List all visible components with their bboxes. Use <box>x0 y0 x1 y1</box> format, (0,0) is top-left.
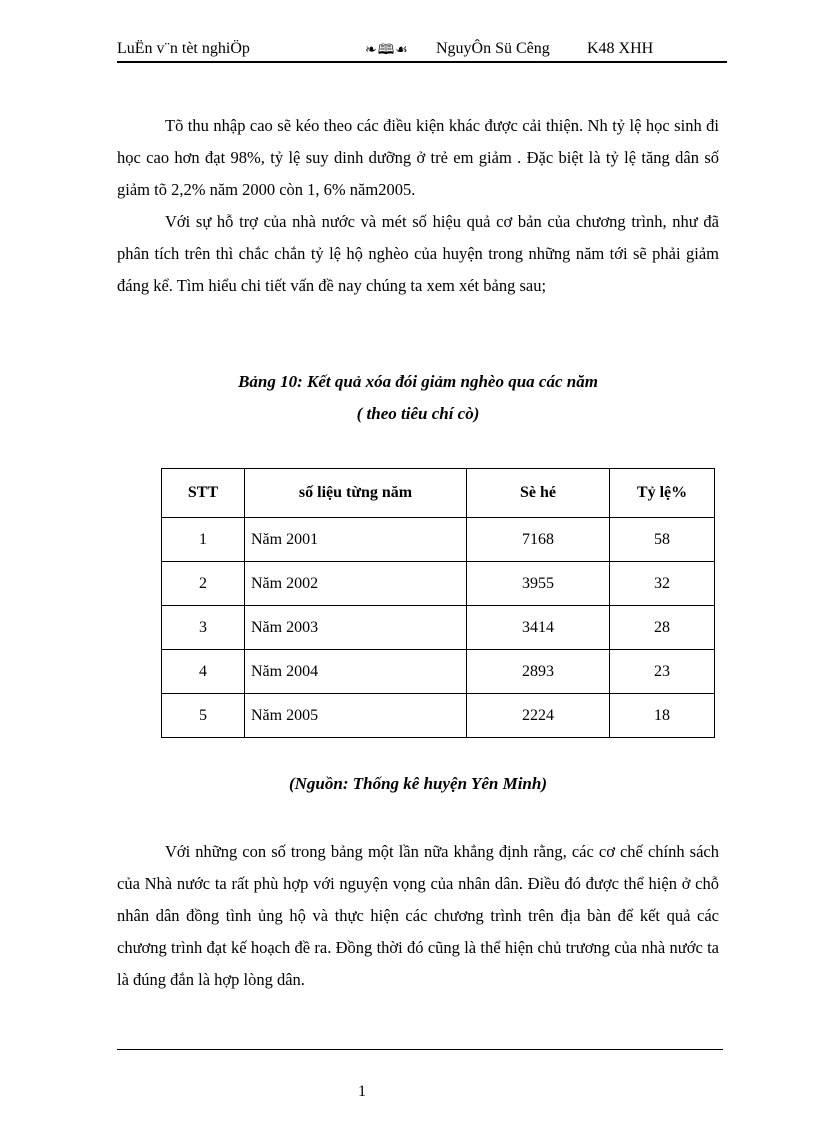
table-row <box>162 518 715 562</box>
paragraph-support-text: Với sự hỗ trợ của nhà nước và mét số hiệu quả cơ bản của chương trình, như đã phân tích trên thì chắc chắn tỷ lệ hộ nghèo của huyện trong những năm tới sẽ phải giảm đáng kể. Tìm hiểu chi tiết vấn đề nay chúng ta xem xét bảng sau; <box>117 212 719 295</box>
cell-households: 2224 <box>467 694 610 738</box>
header-class: K48 XHH <box>587 40 654 57</box>
cell-rate: 32 <box>610 562 715 606</box>
cell-stt: 3 <box>162 606 245 650</box>
header-stt: STT <box>162 469 245 518</box>
cell-households: 2893 <box>467 650 610 694</box>
header-author: NguyÔn Sü Cêng <box>436 40 550 57</box>
cell-rate: 28 <box>610 606 715 650</box>
cell-rate: 18 <box>610 694 715 738</box>
table-source-note: (Nguồn: Thống kê huyện Yên Minh) <box>288 774 548 793</box>
header-ornament-icon: ❧🕮☙ <box>365 43 409 58</box>
table-caption-subtitle: ( theo tiêu chí cò) <box>356 404 480 423</box>
cell-stt: 2 <box>162 562 245 606</box>
header-thesis-label: LuËn v¨n tèt nghiÖp <box>117 40 250 57</box>
cell-households: 7168 <box>467 518 610 562</box>
table-row <box>162 694 715 738</box>
paragraph-conclusion <box>117 836 719 996</box>
cell-year: Năm 2004 <box>245 650 467 694</box>
cell-year: Năm 2001 <box>245 518 467 562</box>
footer-divider <box>117 1049 723 1050</box>
table-header-row <box>162 469 715 518</box>
paragraph-income <box>117 110 719 206</box>
page-number: 1 <box>358 1083 366 1100</box>
header-year-data: số liệu từng năm <box>245 469 467 518</box>
cell-households: 3955 <box>467 562 610 606</box>
table-row <box>162 650 715 694</box>
header-rate: Tỷ lệ% <box>610 469 715 518</box>
header-households: Sè hé <box>467 469 610 518</box>
paragraph-conclusion-text: Với những con số trong bảng một lần nữa khẳng định rằng, các cơ chế chính sách của Nhà nước ta rất phù hợp với nguyện vọng của nhân dân. Điều đó được thể hiện ở chỗ nhân dân đồng tình ủng hộ và thực hiện các chương trình trên địa bàn để kết quả các chương trình đạt kế hoạch đề ra. Đồng thời đó cũng là thể hiện chủ trương của nhà nước ta là đúng đắn là hợp lòng dân. <box>117 842 719 989</box>
cell-stt: 1 <box>162 518 245 562</box>
page-header <box>117 36 727 60</box>
paragraph-income-text: Tõ thu nhập cao sẽ kéo theo các điều kiện khác được cải thiện. Nh tỷ lệ học sinh đi học cao hơn đạt 98%, tỷ lệ suy dinh dưỡng ở trẻ em giảm . Đặc biệt là tỷ lệ tăng dân số giảm tõ 2,2% năm 2000 còn 1, 6% năm2005. <box>117 116 719 199</box>
cell-stt: 5 <box>162 694 245 738</box>
cell-rate: 58 <box>610 518 715 562</box>
table-row <box>162 606 715 650</box>
table-row <box>162 562 715 606</box>
cell-households: 3414 <box>467 606 610 650</box>
cell-year: Năm 2002 <box>245 562 467 606</box>
cell-year: Năm 2003 <box>245 606 467 650</box>
table-caption-title: Bảng 10: Kết quả xóa đói giảm nghèo qua các năm <box>238 372 598 391</box>
cell-stt: 4 <box>162 650 245 694</box>
poverty-results-table <box>161 468 715 738</box>
cell-rate: 23 <box>610 650 715 694</box>
header-divider <box>117 61 727 63</box>
cell-year: Năm 2005 <box>245 694 467 738</box>
paragraph-support <box>117 206 719 302</box>
